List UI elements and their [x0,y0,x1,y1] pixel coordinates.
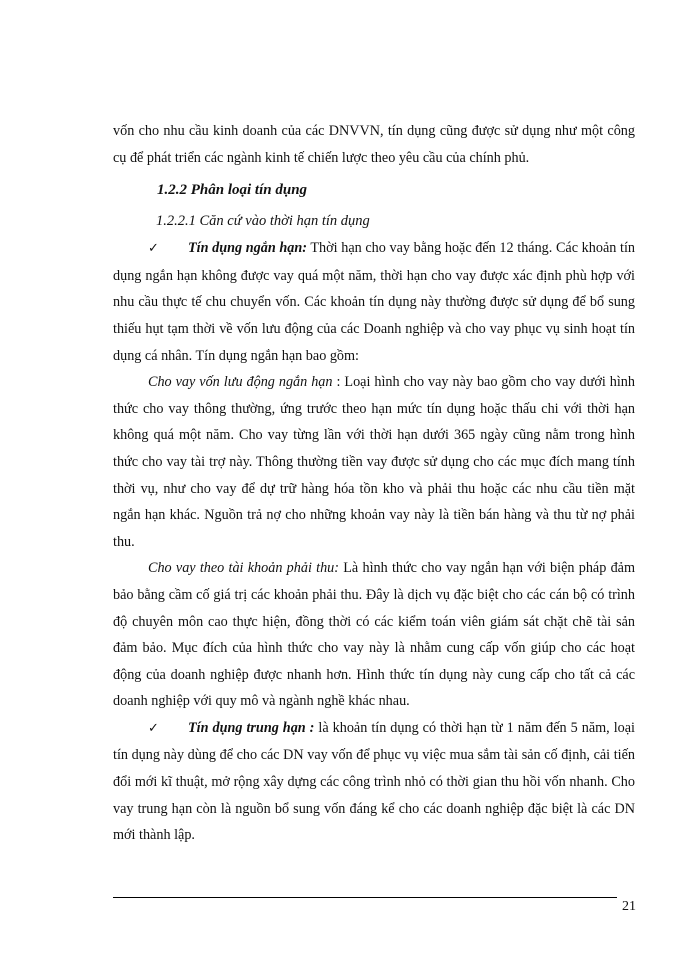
short-term-credit-paragraph [113,235,635,369]
section-heading-1-2-2: 1.2.2 Phân loại tín dụng [157,182,308,199]
medium-term-credit-paragraph [113,715,635,849]
subsection-heading-1-2-2-1: 1.2.2.1 Căn cứ vào thời hạn tín dụng [156,213,370,230]
short-term-credit-text: Thời hạn cho vay bằng hoặc đến 12 tháng. Các khoản tín dụng ngắn hạn không được vay quá một năm, thời hạn cho vay được xác định phù hợp với nhu cầu thực tế chu chuyển vốn. Các khoản tín dụng này thường được sử dụng để bổ sung thiếu hụt tạm thời về vốn lưu động của các Doanh nghiệp và cho vay phục vụ sinh hoạt tín dụng cá nhân. Tín dụng ngắn hạn bao gồm: [113,240,635,364]
intro-paragraph: vốn cho nhu cầu kinh doanh của các DNVVN, tín dụng cũng được sử dụng như một công cụ để phát triển các ngành kinh tế chiến lược theo yêu cầu của chính phủ. [113,123,635,166]
checkmark-icon: ✓ [148,720,159,736]
page-body [113,118,635,849]
footer-divider [113,897,617,898]
working-capital-loan-paragraph [113,369,635,555]
receivables-loan-text: Là hình thức cho vay ngắn hạn với biện pháp đảm bảo bằng cầm cố giá trị các khoản phải thu. Đây là dịch vụ đặc biệt cho các cán bộ có trình độ chuyên môn cao thực hiện, đồng thời có các kiểm toán viên giám sát chặt chẽ tài sản đảm bảo. Mục đích của hình thức cho vay này là nhằm cung cấp vốn giúp cho các hoạt động của doanh nghiệp được nhanh hơn. Hình thức tín dụng này cung cấp cho tất cả các doanh nghiệp với quy mô và ngành nghề khác nhau. [113,560,635,710]
page-number: 21 [622,899,636,914]
working-capital-loan-text: : Loại hình cho vay này bao gồm cho vay dưới hình thức cho vay thông thường, ứng trước theo hạn mức tín dụng hoặc thấu chi với thời hạn không quá một năm. Cho vay từng lần với thời hạn dưới 365 ngày cũng nằm trong hình thức cho vay tài trợ này. Thông thường tiền vay được sử dụng cho các mục đích mang tính thời vụ, như cho vay để dự trữ hàng hóa tồn kho và phải thu hoặc các nhu cầu tiền mặt ngắn hạn khác. Nguồn trả nợ cho những khoản vay này là tiền bán hàng và thu từ nợ phải thu. [113,374,635,550]
receivables-loan-paragraph [113,555,635,715]
medium-term-credit-text: là khoản tín dụng có thời hạn từ 1 năm đến 5 năm, loại tín dụng này dùng để cho các DN vay vốn để phục vụ việc mua sắm tài sản cố định, cải tiến đổi mới kĩ thuật, mở rộng xây dựng các công trình nhỏ có thời gian thu hồi vốn nhanh. Cho vay trung hạn còn là nguồn bổ sung vốn đáng kể cho các doanh nghiệp đặc biệt là các DN mới thành lập. [113,719,635,844]
medium-term-credit-term: Tín dụng trung hạn : [188,719,315,736]
working-capital-loan-term: Cho vay vốn lưu động ngắn hạn [148,374,333,391]
checkmark-icon: ✓ [148,241,159,257]
short-term-credit-term: Tín dụng ngắn hạn: [188,240,307,257]
receivables-loan-term: Cho vay theo tài khoản phải thu: [148,560,340,577]
